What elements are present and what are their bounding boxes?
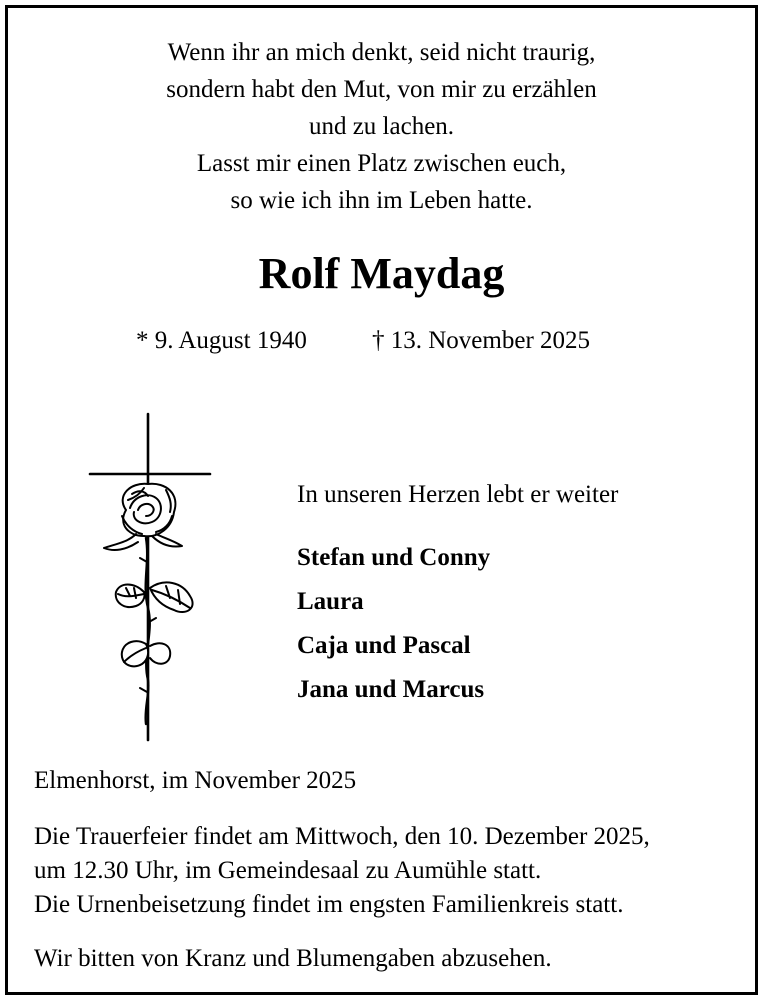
- poem-line: Wenn ihr an mich denkt, seid nicht traurig,: [167, 39, 596, 66]
- mourner-name: Laura: [297, 588, 364, 615]
- death-date: † 13. November 2025: [372, 327, 591, 354]
- cross-with-rose-icon: [86, 412, 216, 744]
- service-detail-line: Die Urnenbeisetzung findet im engsten Familienkreis statt.: [34, 891, 624, 918]
- poem-line: sondern habt den Mut, von mir zu erzählen: [166, 76, 597, 103]
- birth-date: * 9. August 1940: [136, 327, 307, 354]
- poem-line: so wie ich ihn im Leben hatte.: [230, 187, 533, 214]
- flower-request: Wir bitten von Kranz und Blumengaben abzusehen.: [34, 945, 552, 972]
- deceased-name: Rolf Maydag: [258, 249, 505, 298]
- place-date: Elmenhorst, im November 2025: [34, 767, 357, 794]
- mourners-list: [297, 536, 490, 712]
- mourner-name: Caja und Pascal: [297, 632, 471, 659]
- poem-line: Lasst mir einen Platz zwischen euch,: [196, 150, 567, 177]
- tribute-text: In unseren Herzen lebt er weiter: [297, 481, 619, 508]
- service-detail-line: um 12.30 Uhr, im Gemeindesaal zu Aumühle statt.: [34, 857, 542, 884]
- mourner-name: Jana und Marcus: [297, 676, 485, 703]
- poem: [0, 34, 763, 219]
- service-detail-line: Die Trauerfeier findet am Mittwoch, den 10. Dezember 2025,: [34, 823, 650, 850]
- mourner-name: Stefan und Conny: [297, 544, 491, 571]
- service-details: [34, 820, 650, 922]
- poem-line: und zu lachen.: [308, 113, 455, 140]
